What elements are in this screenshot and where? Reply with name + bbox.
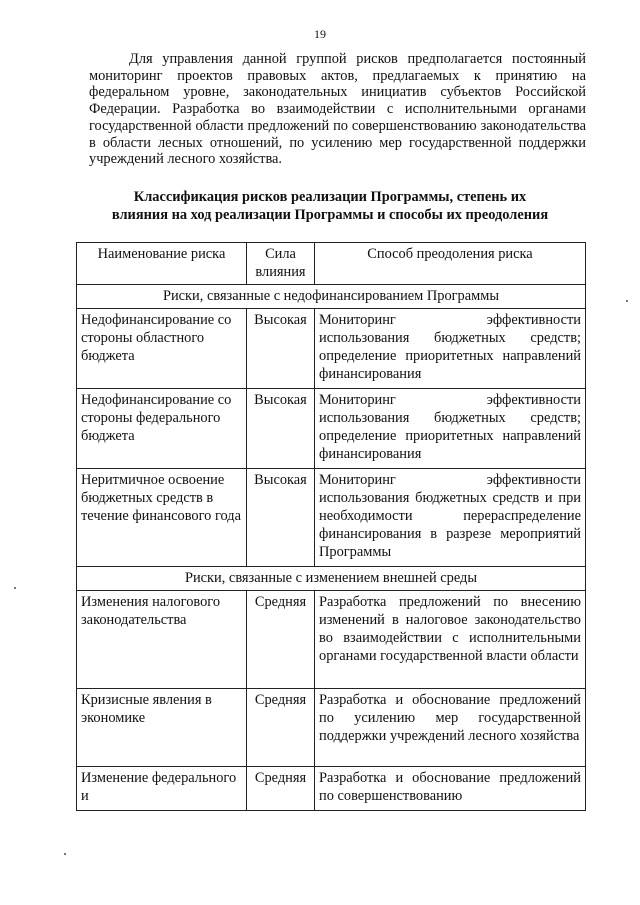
table-row [77, 309, 586, 389]
risk-name-cell: Кризисные явления в экономике [77, 689, 247, 767]
strength-cell: Средняя [247, 689, 315, 767]
section-row [77, 567, 586, 591]
header-method: Способ преодоления риска [315, 243, 586, 285]
strength-cell: Высокая [247, 469, 315, 567]
scan-speck [626, 300, 628, 302]
risk-name-cell: Изменения налогового законодательства [77, 591, 247, 689]
table-heading-line-2: влияния на ход реализации Программы и способы их преодоления [111, 207, 549, 223]
page-number: 19 [314, 27, 326, 41]
risk-table [76, 242, 586, 811]
strength-cell: Высокая [247, 389, 315, 469]
method-cell: Мониторинг эффективности использования бюджетных средств и при необходимости перераспределение финансирования в разрезе мероприятий Программы [315, 469, 586, 567]
section-title: Риски, связанные с недофинансированием Программы [77, 285, 586, 309]
strength-cell: Высокая [247, 309, 315, 389]
scan-speck [14, 587, 16, 589]
table-heading-line-1: Классификация рисков реализации Программы, степень их [133, 189, 527, 205]
section-row [77, 285, 586, 309]
method-cell: Разработка предложений по внесению изменений в налоговое законодательство во взаимодействии с исполнительными органами государственной власти области [315, 591, 586, 689]
table-header-row [77, 243, 586, 285]
method-cell: Мониторинг эффективности использования бюджетных средств; определение приоритетных направлений финансирования [315, 389, 586, 469]
strength-cell: Средняя [247, 591, 315, 689]
risk-name-cell: Недофинансирование со стороны областного бюджета [77, 309, 247, 389]
table-heading [70, 188, 590, 224]
section-title: Риски, связанные с изменением внешней среды [77, 567, 586, 591]
header-risk-name: Наименование риска [77, 243, 247, 285]
strength-cell: Средняя [247, 767, 315, 811]
risk-name-cell: Изменение федерального и [77, 767, 247, 811]
method-cell: Мониторинг эффективности использования бюджетных средств; определение приоритетных направлений финансирования [315, 309, 586, 389]
table-row [77, 469, 586, 567]
header-strength: Сила влияния [247, 243, 315, 285]
intro-paragraph: Для управления данной группой рисков предполагается постоянный мониторинг проектов правовых актов, предлагаемых к принятию на федеральном уровне, законодательных инициатив субъектов Российской Федерации. Разработка во взаимодействии с исполнительными органами государственной области предложений по совершенствованию законодательства в области лесных отношений, по усилению мер государственной поддержки учреждений лесного хозяйства. [89, 51, 586, 168]
table-row [77, 591, 586, 689]
table-row [77, 389, 586, 469]
table-row [77, 767, 586, 811]
risk-name-cell: Недофинансирование со стороны федерального бюджета [77, 389, 247, 469]
scan-speck [64, 853, 66, 855]
risk-name-cell: Неритмичное освоение бюджетных средств в течение финансового года [77, 469, 247, 567]
method-cell: Разработка и обоснование предложений по совершенствованию [315, 767, 586, 811]
method-cell: Разработка и обоснование предложений по усилению мер государственной поддержки учреждений лесного хозяйства [315, 689, 586, 767]
table-row [77, 689, 586, 767]
